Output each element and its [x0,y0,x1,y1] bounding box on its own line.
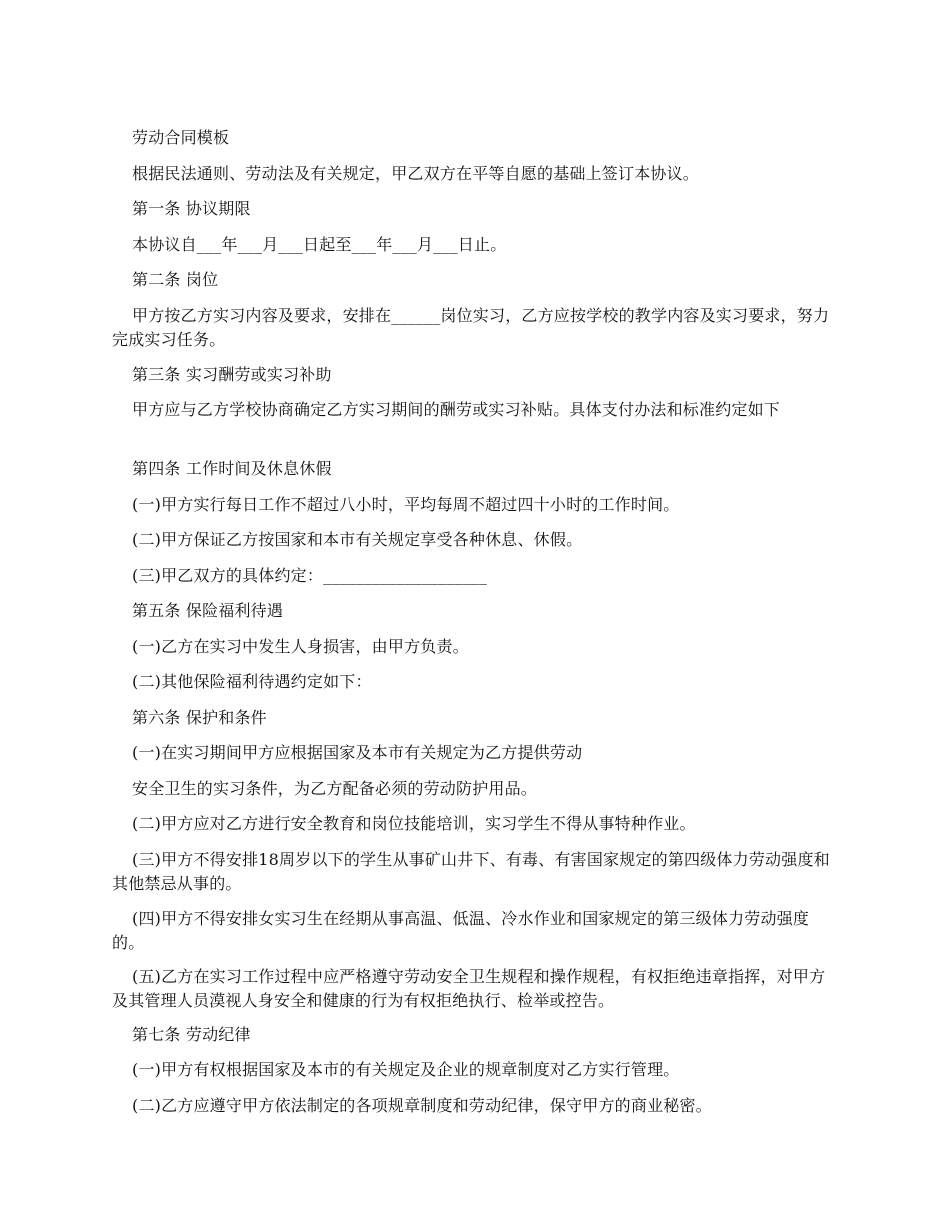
clause-4-2: (二)甲方保证乙方按国家和本市有关规定享受各种休息、休假。 [132,530,583,549]
clause-4-1: (一)甲方实行每日工作不超过八小时，平均每周不超过四十小时的工作时间。 [132,495,680,514]
paragraph-position: 甲方按乙方实习内容及要求，安排在______岗位实习，乙方应按学校的教学内容及实习要求，努力完成实习任务。 [112,306,830,349]
clause-6-1-continued: 安全卫生的实习条件，为乙方配备必须的劳动防护用品。 [132,779,538,798]
section-heading-1: 第一条 协议期限 [132,199,251,218]
clause-4-3: (三)甲乙双方的具体约定：____________________ [132,566,488,585]
clause-6-2: (二)甲方应对乙方进行安全教育和岗位技能培训，实习学生不得从事特种作业。 [132,814,696,833]
clause-5-2: (二)其他保险福利待遇约定如下： [132,672,372,691]
section-heading-3: 第三条 实习酬劳或实习补助 [132,365,332,384]
paragraph-pay: 甲方应与乙方学校协商确定乙方实习期间的酬劳或实习补贴。具体支付办法和标准约定如下 [132,400,781,419]
clause-7-1: (一)甲方有权根据国家及本市的有关规定及企业的规章制度对乙方实行管理。 [132,1060,680,1079]
paragraph-intro: 根据民法通则、劳动法及有关规定，甲乙双方在平等自愿的基础上签订本协议。 [132,164,700,183]
clause-7-2: (二)乙方应遵守甲方依法制定的各项规章制度和劳动纪律，保守甲方的商业秘密。 [132,1096,712,1115]
clause-6-1: (一)在实习期间甲方应根据国家及本市有关规定为乙方提供劳动 [132,743,583,762]
section-heading-5: 第五条 保险福利待遇 [132,601,284,620]
paragraph-term: 本协议自___年___月___日起至___年___月___日止。 [132,235,507,254]
section-heading-6: 第六条 保护和条件 [132,708,267,727]
clause-6-3: (三)甲方不得安排18周岁以下的学生从事矿山井下、有毒、有害国家规定的第四级体力劳动强度和其他禁忌从事的。 [112,850,830,893]
clause-6-5: (五)乙方在实习工作过程中应严格遵守劳动安全卫生规程和操作规程，有权拒绝违章指挥，对甲方及其管理人员漠视人身安全和健康的行为有权拒绝执行、检举或控告。 [112,967,826,1010]
clause-5-1: (一)乙方在实习中发生人身损害，由甲方负责。 [132,637,469,656]
clause-6-4: (四)甲方不得安排女实习生在经期从事高温、低温、冷水作业和国家规定的第三级体力劳动强度的。 [112,909,810,952]
section-heading-4: 第四条 工作时间及休息休假 [132,459,332,478]
section-heading-7: 第七条 劳动纪律 [132,1025,251,1044]
section-heading-2: 第二条 岗位 [132,270,219,289]
document-title: 劳动合同模板 [132,128,230,147]
